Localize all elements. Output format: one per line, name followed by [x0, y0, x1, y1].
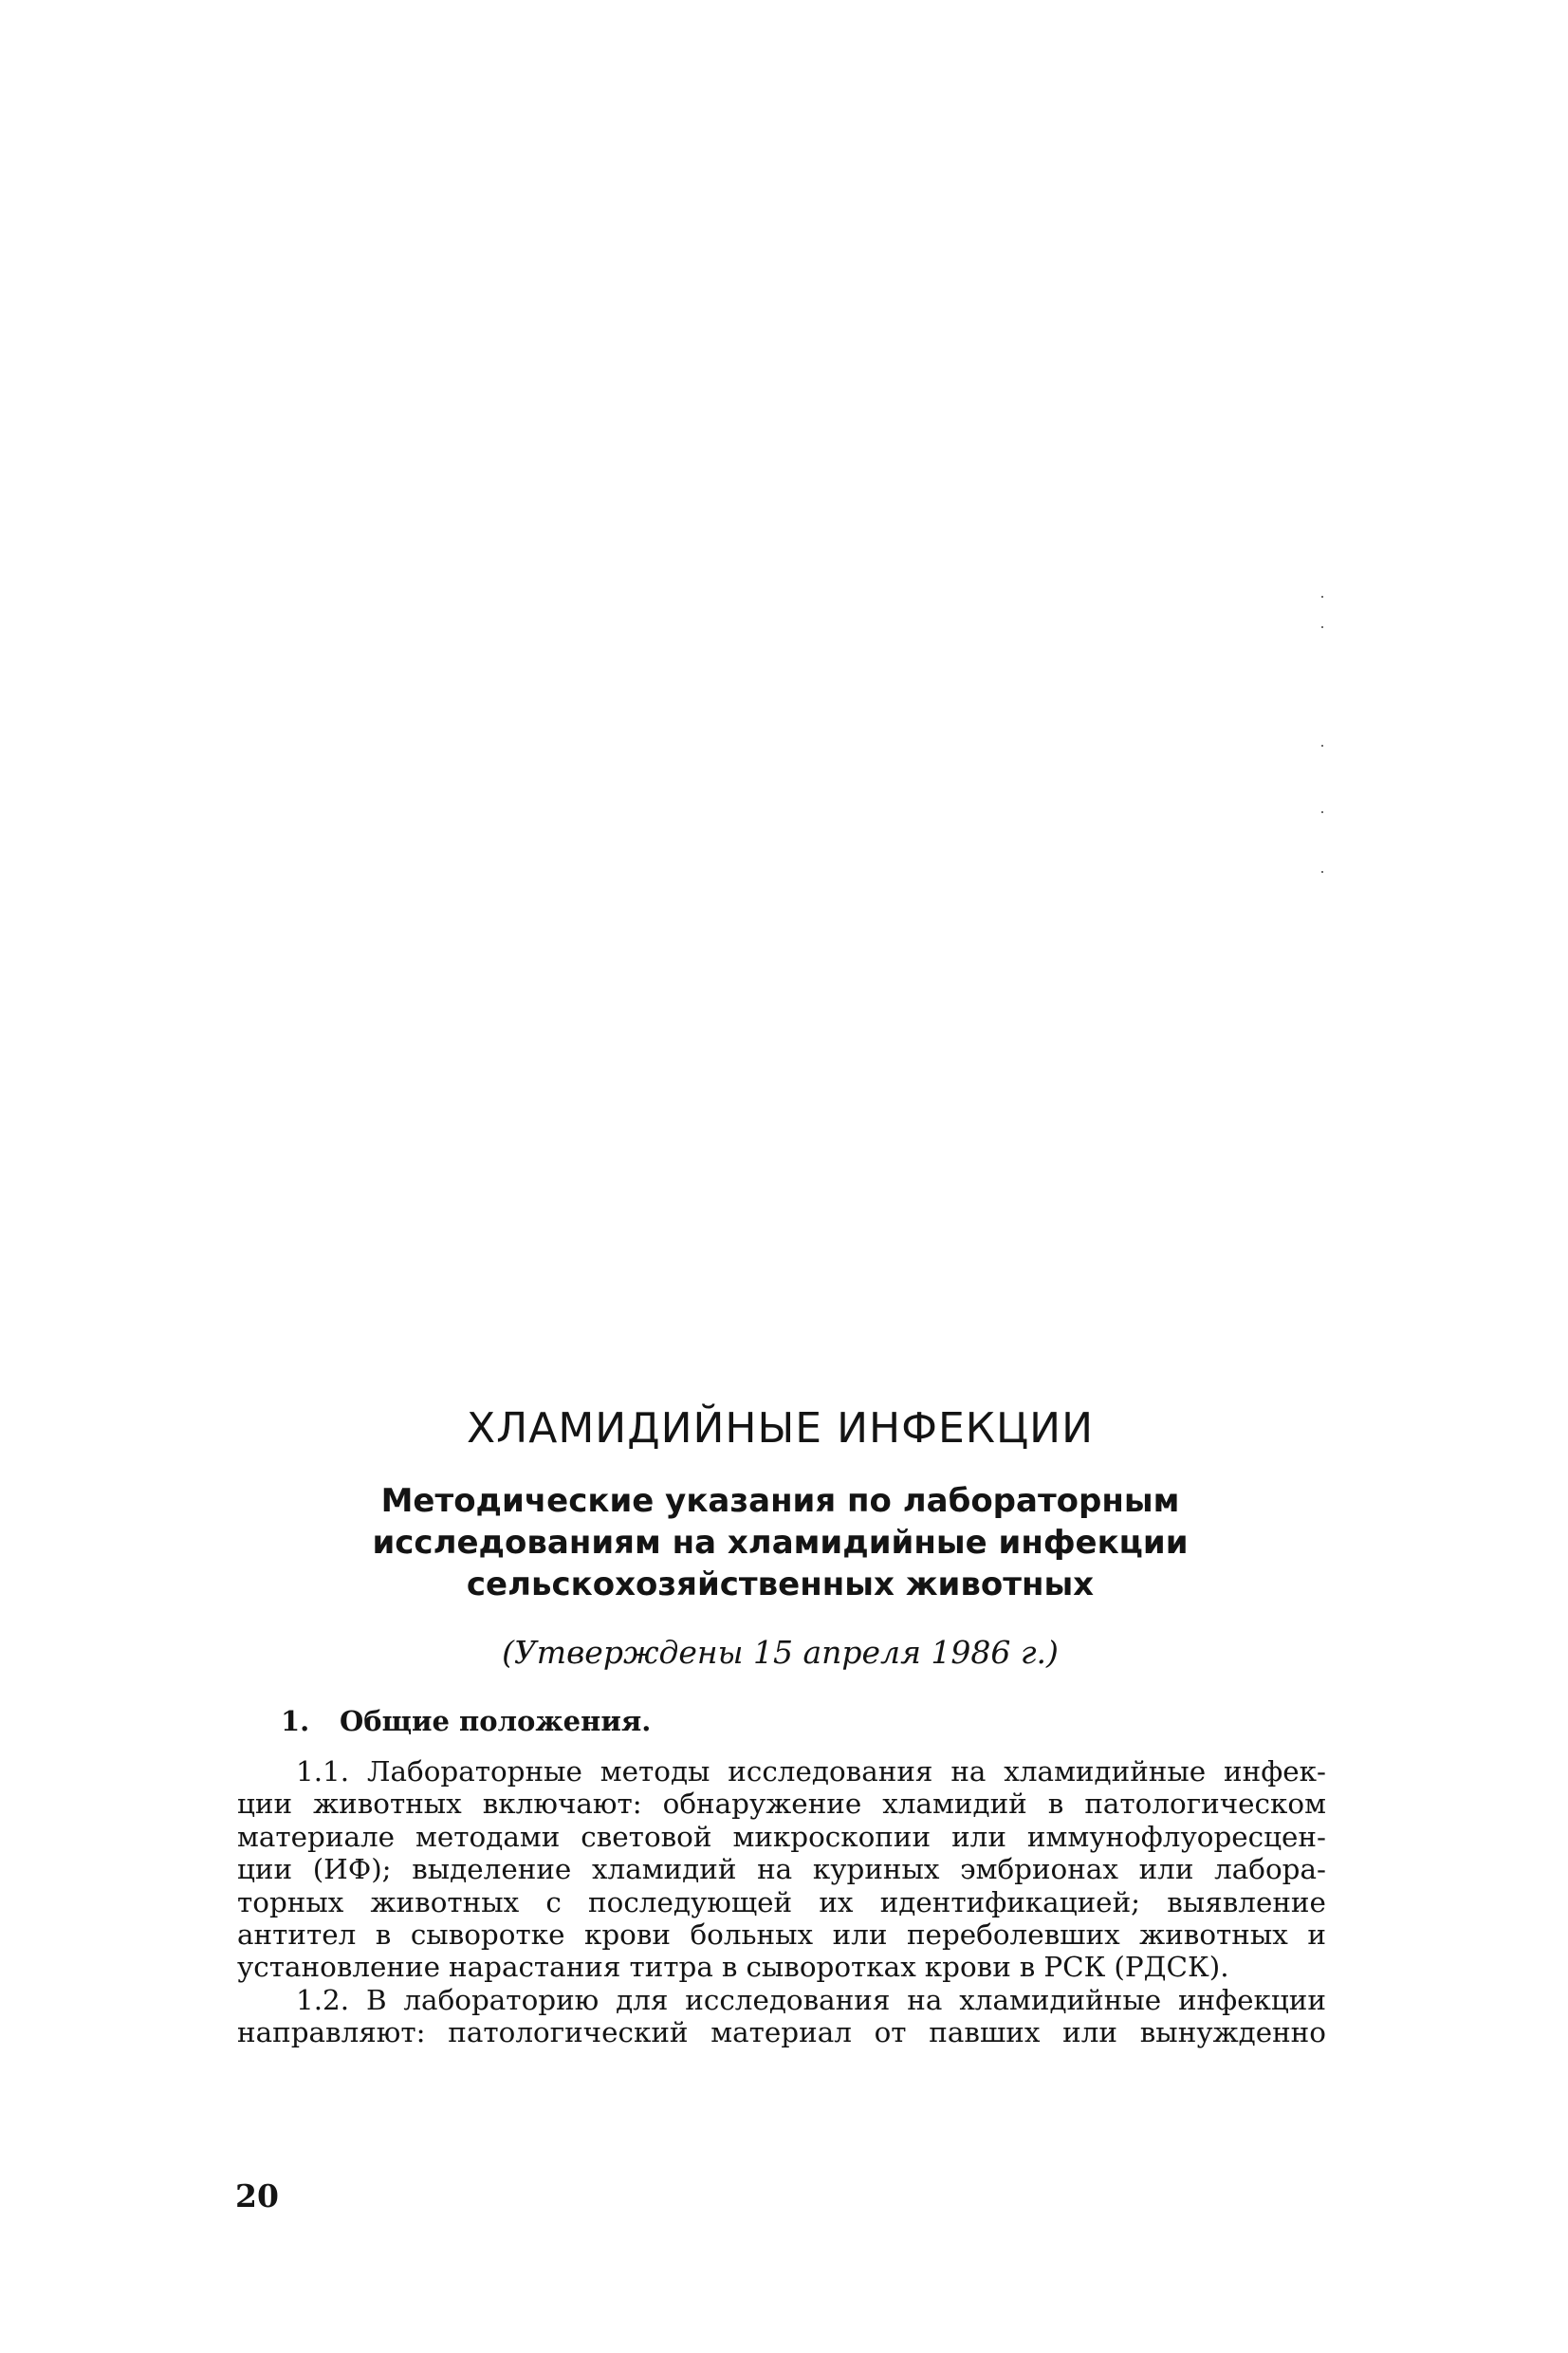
section-number: 1. — [281, 1705, 310, 1737]
document-subtitle — [237, 1480, 1323, 1605]
text-line — [237, 1886, 1326, 1918]
word: или — [1138, 1853, 1194, 1886]
word: с — [545, 1885, 562, 1918]
margin-mark — [1321, 871, 1323, 873]
word: на — [757, 1853, 793, 1886]
word: крови — [583, 1918, 671, 1952]
word: павших — [929, 2016, 1041, 2049]
word: эмбрионах — [960, 1853, 1118, 1886]
subtitle-line: Методические указания по лабораторным — [380, 1482, 1180, 1520]
word: на — [950, 1755, 987, 1788]
margin-mark — [1321, 745, 1323, 747]
word: инфекции — [1177, 1983, 1326, 2016]
margin-mark — [1321, 626, 1323, 628]
text-line — [237, 1918, 1326, 1951]
subtitle-line: исследованиям на хламидийные инфекции — [372, 1524, 1189, 1562]
word: или — [951, 1820, 1006, 1853]
subtitle-line: сельскохозяйственных животных — [466, 1566, 1095, 1603]
word: (ИФ); — [312, 1853, 392, 1886]
word: материал — [710, 2016, 852, 2049]
word: включают: — [482, 1788, 642, 1821]
word: лабора- — [1214, 1853, 1326, 1886]
word: и — [1307, 1918, 1326, 1952]
section-title: Общие положения. — [340, 1705, 652, 1737]
margin-mark — [1321, 811, 1323, 813]
word: от — [874, 2016, 907, 2049]
word: методы — [600, 1755, 710, 1788]
word: лабораторию — [403, 1983, 600, 2016]
approval-date: (Утверждены 15 апреля 1986 г.) — [502, 1634, 1059, 1671]
word: микроскопии — [732, 1820, 932, 1853]
text-line — [237, 1788, 1326, 1820]
word: обнаружение — [662, 1788, 862, 1821]
word: торных — [237, 1885, 344, 1918]
word: больных — [690, 1918, 814, 1952]
word: в — [375, 1918, 392, 1952]
word: исследования — [685, 1983, 891, 2016]
word: патологический — [448, 2016, 689, 2049]
word: материале — [237, 1820, 396, 1853]
word: в — [721, 1951, 738, 1984]
word: 1.1. — [296, 1755, 350, 1788]
word: животных — [313, 1788, 462, 1821]
section-heading — [281, 1705, 651, 1737]
word: РСК — [1043, 1951, 1106, 1984]
text-line — [237, 1853, 1326, 1885]
text-line — [237, 1951, 1326, 1983]
word: куриных — [812, 1853, 940, 1886]
word: иммунофлуоресцен- — [1026, 1820, 1326, 1853]
word: (РДСК). — [1114, 1951, 1229, 1984]
text-line — [237, 1755, 1326, 1788]
word: животных — [370, 1885, 520, 1918]
word: вынужденно — [1139, 2016, 1326, 2049]
word: установление — [237, 1951, 441, 1984]
text-line — [237, 2016, 1326, 2048]
word: ции — [237, 1788, 293, 1821]
text-line — [237, 1821, 1326, 1853]
word: хламидий — [882, 1788, 1027, 1821]
text-line — [237, 1984, 1326, 2016]
word: хламидийные — [959, 1983, 1162, 2016]
page-number: 20 — [235, 2177, 279, 2214]
word: сыворотках — [746, 1951, 916, 1984]
word: или — [1062, 2016, 1118, 2049]
word: или — [832, 1918, 888, 1952]
word: световой — [581, 1820, 712, 1853]
word: в — [1019, 1951, 1036, 1984]
word: 1.2. — [296, 1983, 350, 2016]
margin-mark — [1321, 596, 1323, 598]
word: их — [819, 1885, 854, 1918]
word: хламидийные — [1004, 1755, 1207, 1788]
word: титра — [629, 1951, 713, 1984]
word: на — [907, 1983, 943, 2016]
word: В — [365, 1983, 387, 2016]
word: Лабораторные — [366, 1755, 582, 1788]
word: крови — [924, 1951, 1011, 1984]
word: идентификацией; — [879, 1885, 1141, 1918]
word: антител — [237, 1918, 357, 1952]
word: переболевших — [906, 1918, 1120, 1952]
document-heading: ХЛАМИДИЙНЫЕ ИНФЕКЦИИ — [466, 1404, 1094, 1453]
word: животных — [1139, 1918, 1288, 1952]
word: последующей — [588, 1885, 793, 1918]
document-body — [237, 1755, 1326, 2049]
word: инфек- — [1224, 1755, 1326, 1788]
word: выделение — [412, 1853, 572, 1886]
word: ции — [237, 1853, 293, 1886]
word: патологическом — [1084, 1788, 1326, 1821]
word: сыворотке — [410, 1918, 565, 1952]
word: нарастания — [449, 1951, 621, 1984]
word: в — [1047, 1788, 1064, 1821]
word: для — [616, 1983, 669, 2016]
word: направляют: — [237, 2016, 426, 2049]
word: хламидий — [591, 1853, 737, 1886]
word: исследования — [728, 1755, 933, 1788]
word: методами — [415, 1820, 561, 1853]
word: выявление — [1167, 1885, 1326, 1918]
